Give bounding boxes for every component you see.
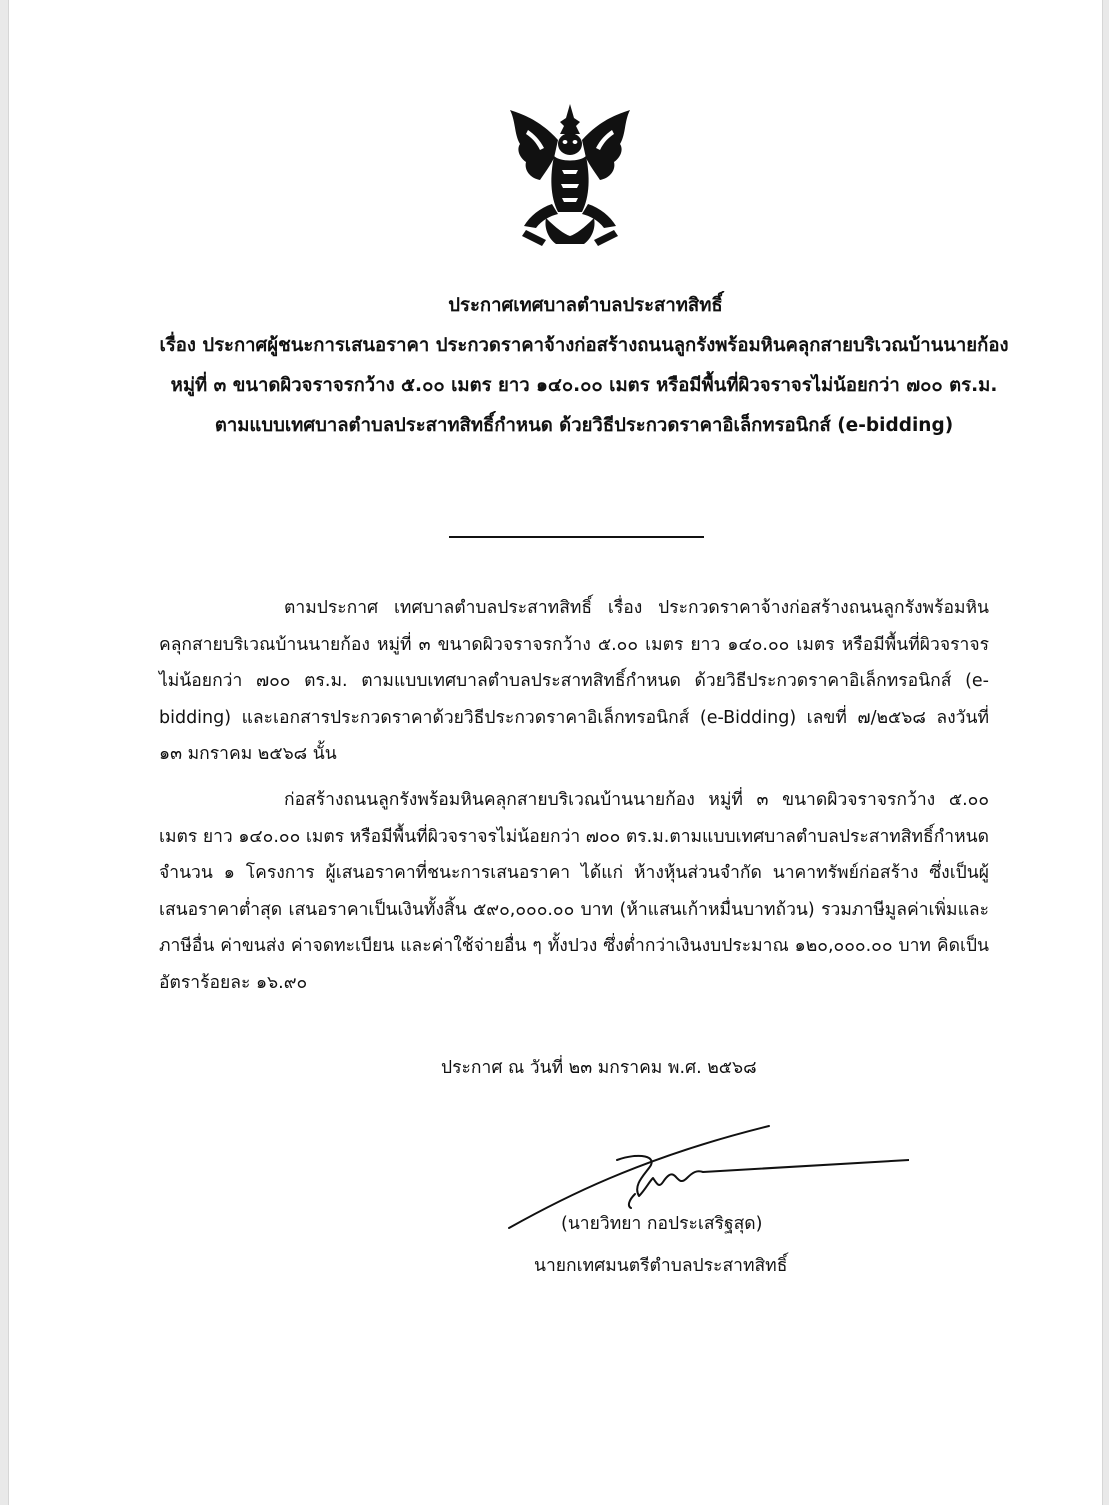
garuda-emblem-icon <box>506 100 634 250</box>
document-subject: เรื่อง ประกาศผู้ชนะการเสนอราคา ประกวดราคาจ้างก่อสร้างถนนลูกรังพร้อมหินคลุกสายบริเวณบ้านนายก้อง หมู่ที่ ๓ ขนาดผิวจราจรกว้าง ๕.๐๐ เมตร ยาว ๑๔๐.๐๐ เมตร หรือมีพื้นที่ผิวจราจรไม่น้อยกว่า ๗๐๐ ตร.ม. ตามแบบเทศบาลตำบลประสาทสิทธิ์กำหนด ด้วยวิธีประกวดราคาอิเล็กทรอนิกส์ (e-bidding) <box>159 335 1009 436</box>
divider-line <box>449 536 704 538</box>
signer-name: (นายวิทยา กอประเสริฐสุด) <box>561 1214 763 1234</box>
body-paragraph-2: ก่อสร้างถนนลูกรังพร้อมหินคลุกสายบริเวณบ้านนายก้อง หมู่ที่ ๓ ขนาดผิวจราจรกว้าง ๕.๐๐ เมตร ยาว ๑๔๐.๐๐ เมตร หรือมีพื้นที่ผิวจราจรไม่น้อยกว่า ๗๐๐ ตร.ม.ตามแบบเทศบาลตำบลประสาทสิทธิ์กำหนด จำนวน ๑ โครงการ ผู้เสนอราคาที่ชนะการเสนอราคา ได้แก่ ห้างหุ้นส่วนจำกัด นาคาทรัพย์ก่อสร้าง ซึ่งเป็นผู้เสนอราคาต่ำสุด เสนอราคาเป็นเงินทั้งสิ้น ๕๙๐,๐๐๐.๐๐ บาท (ห้าแสนเก้าหมื่นบาทถ้วน) รวมภาษีมูลค่าเพิ่มและภาษีอื่น ค่าขนส่ง ค่าจดทะเบียน และค่าใช้จ่ายอื่น ๆ ทั้งปวง ซึ่งต่ำกว่าเงินงบประมาณ ๑๒๐,๐๐๐.๐๐ บาท คิดเป็นอัตราร้อยละ ๑๖.๙๐ <box>159 790 989 993</box>
body-paragraph-1: ตามประกาศ เทศบาลตำบลประสาทสิทธิ์ เรื่อง ประกวดราคาจ้างก่อสร้างถนนลูกรังพร้อมหินคลุกสายบริเวณบ้านนายก้อง หมู่ที่ ๓ ขนาดผิวจราจรกว้าง ๕.๐๐ เมตร ยาว ๑๔๐.๐๐ เมตร หรือมีพื้นที่ผิวจราจรไม่น้อยกว่า ๗๐๐ ตร.ม. ตามแบบเทศบาลตำบลประสาทสิทธิ์กำหนด ด้วยวิธีประกวดราคาอิเล็กทรอนิกส์ (e-bidding) และเอกสารประกวดราคาด้วยวิธีประกวดราคาอิเล็กทรอนิกส์ (e-Bidding) เลขที่ ๗/๒๕๖๘ ลงวันที่ ๑๓ มกราคม ๒๕๖๘ นั้น <box>159 598 989 764</box>
signer-position: นายกเทศมนตรีตำบลประสาทสิทธิ์ <box>534 1256 788 1276</box>
announce-date: ประกาศ ณ วันที่ ๒๓ มกราคม พ.ศ. ๒๕๖๘ <box>441 1058 757 1078</box>
document-page <box>8 0 1103 1505</box>
document-title: ประกาศเทศบาลตำบลประสาทสิทธิ์ <box>448 295 723 316</box>
